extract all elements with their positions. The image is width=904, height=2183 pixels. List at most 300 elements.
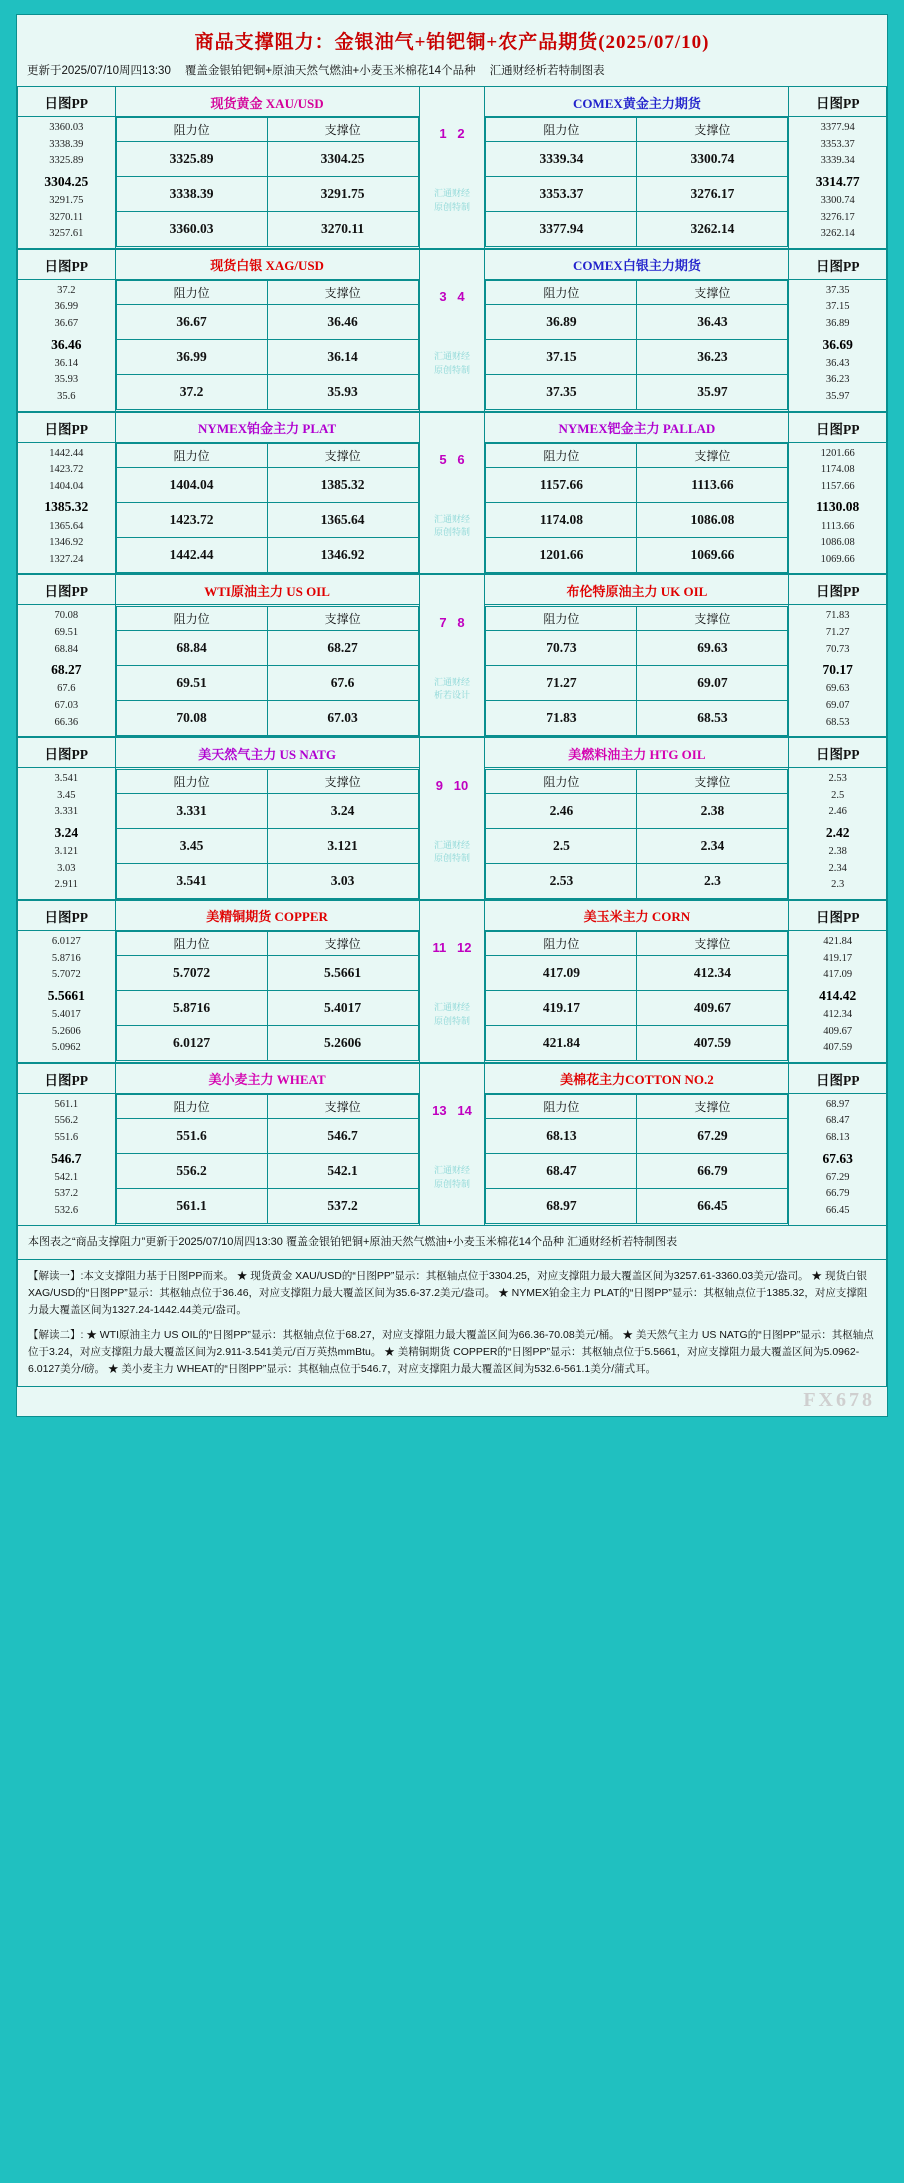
resistance-value: 417.09 <box>486 956 637 991</box>
levels-table <box>116 1094 419 1224</box>
pivot-level-list <box>789 605 886 736</box>
pivot-level: 36.23 <box>825 374 850 386</box>
resistance-value: 419.17 <box>486 991 637 1026</box>
pivot-level: 1327.24 <box>49 553 84 565</box>
resistance-value: 71.83 <box>486 700 637 735</box>
pivot-level: 67.6 <box>57 683 76 695</box>
watermark-line-1: 汇通财经 <box>433 676 470 687</box>
block-index-cell <box>420 446 485 540</box>
block-index-cell <box>420 772 485 866</box>
support-value: 3262.14 <box>637 212 788 247</box>
levels-table-header-row <box>116 281 418 305</box>
levels-table <box>485 443 788 573</box>
table-row <box>116 212 418 247</box>
pivot-point-value: 3304.25 <box>44 173 89 189</box>
block-index-right: 2 <box>457 126 465 142</box>
resistance-header: 阻力位 <box>116 118 267 142</box>
watermark-line-1: 汇通财经 <box>433 188 470 199</box>
table-row <box>116 467 418 502</box>
support-value: 36.43 <box>637 305 788 340</box>
pivot-level: 1404.04 <box>49 480 84 492</box>
instrument-name-right: COMEX白银主力期货 <box>572 258 701 274</box>
resistance-value: 1423.72 <box>116 502 267 537</box>
support-value: 537.2 <box>267 1189 418 1224</box>
block-header-row <box>18 249 887 279</box>
pivot-level: 3291.75 <box>49 195 84 207</box>
levels-table <box>485 931 788 1061</box>
pivot-level: 68.84 <box>54 643 79 655</box>
pivot-level: 69.51 <box>54 626 79 638</box>
table-row <box>486 665 788 700</box>
pp-header-label-left: 日图PP <box>44 584 89 600</box>
table-row <box>116 991 418 1026</box>
table-row <box>486 142 788 177</box>
table-row <box>116 793 418 828</box>
support-header: 支撑位 <box>637 606 788 630</box>
table-row <box>116 1154 418 1189</box>
resistance-value: 3325.89 <box>116 142 267 177</box>
note-2: 【解读二】: ★ WTI原油主力 US OIL的“日图PP”显示：其枢轴点位于68.27，对应支撑阻力最大覆盖区间为66.36-70.08美元/桶。 ★ 美天然气主力 US NATG的“日图PP”显示：其枢轴点位于3.24，对应支撑阻力最大覆盖区间为2.911-3.541美元/百万英热mmBtu。 ★ 美精铜期货 COPPER的“日图PP”显示：其枢轴点位于5.5661，对应支撑阻力最大覆盖区间为5.0962-6.0127美分/磅。 ★ 美小麦主力 WHEAT的“日图PP”显示：其枢轴点位于546.7，对应支撑阻力最大覆盖区间为532.6-561.1美分/蒲式耳。 <box>28 1328 874 1375</box>
chart-sheet <box>16 14 888 1417</box>
support-value: 68.53 <box>637 700 788 735</box>
instrument-block <box>17 574 887 737</box>
resistance-value: 2.5 <box>486 828 637 863</box>
levels-table <box>116 931 419 1061</box>
pivot-level: 412.34 <box>823 1009 853 1021</box>
pivot-point-value: 36.46 <box>51 336 82 352</box>
resistance-header: 阻力位 <box>116 1095 267 1119</box>
block-index-left: 9 <box>435 777 443 793</box>
resistance-value: 3.45 <box>116 828 267 863</box>
pivot-level: 37.35 <box>825 284 850 296</box>
support-value: 409.67 <box>637 991 788 1026</box>
resistance-value: 70.73 <box>486 630 637 665</box>
resistance-value: 37.35 <box>486 375 637 410</box>
table-row <box>116 665 418 700</box>
resistance-value: 70.08 <box>116 700 267 735</box>
pivot-level: 409.67 <box>823 1025 853 1037</box>
instrument-name-right: NYMEX钯金主力 PALLAD <box>558 421 716 437</box>
watermark-text <box>420 1001 485 1028</box>
block-index-left: 5 <box>439 451 447 467</box>
pivot-level: 532.6 <box>54 1205 79 1216</box>
pivot-level-list <box>18 280 115 411</box>
support-header: 支撑位 <box>637 281 788 305</box>
pivot-level: 1113.66 <box>821 520 855 532</box>
support-value: 67.6 <box>267 665 418 700</box>
pp-header-label-right: 日图PP <box>815 96 860 111</box>
resistance-value: 3353.37 <box>486 177 637 212</box>
watermark-line-2: 原创特制 <box>433 1178 470 1189</box>
pivot-level: 36.89 <box>825 317 850 329</box>
levels-table-header-row <box>116 118 418 142</box>
resistance-value: 556.2 <box>116 1154 267 1189</box>
instrument-name-left: 美精铜期货 COPPER <box>206 909 328 925</box>
resistance-value: 37.15 <box>486 340 637 375</box>
table-row <box>486 1154 788 1189</box>
support-header: 支撑位 <box>267 932 418 956</box>
watermark-text <box>420 187 485 214</box>
pivot-level: 36.67 <box>54 317 79 329</box>
table-row <box>116 863 418 898</box>
table-row <box>486 212 788 247</box>
support-value: 2.38 <box>637 793 788 828</box>
pivot-level: 3257.61 <box>49 228 84 240</box>
pivot-level: 36.14 <box>54 357 79 369</box>
pivot-level: 3.331 <box>54 806 79 818</box>
pivot-level: 35.6 <box>57 391 76 403</box>
instrument-name-left: 现货黄金 XAU/USD <box>210 95 324 111</box>
pivot-level-list <box>789 280 886 411</box>
support-value: 36.14 <box>267 340 418 375</box>
block-index-cell <box>420 120 485 214</box>
pivot-level-list <box>18 443 115 574</box>
instrument-name-right: COMEX黄金主力期货 <box>572 95 701 111</box>
pivot-level: 3276.17 <box>820 211 855 223</box>
resistance-value: 1201.66 <box>486 537 637 572</box>
support-header: 支撑位 <box>637 769 788 793</box>
watermark-text <box>420 839 485 866</box>
resistance-value: 36.67 <box>116 305 267 340</box>
support-value: 3304.25 <box>267 142 418 177</box>
pivot-level-list <box>789 443 886 574</box>
support-header: 支撑位 <box>267 1095 418 1119</box>
table-row <box>116 537 418 572</box>
pivot-level-list <box>18 117 115 248</box>
pivot-level-list <box>18 768 115 899</box>
pivot-level: 1346.92 <box>49 537 84 549</box>
instrument-block <box>17 249 887 412</box>
pivot-level: 3.03 <box>57 862 76 874</box>
block-index-cell <box>420 1097 485 1191</box>
support-header: 支撑位 <box>637 932 788 956</box>
resistance-value: 68.13 <box>486 1119 637 1154</box>
support-header: 支撑位 <box>637 118 788 142</box>
support-value: 412.34 <box>637 956 788 991</box>
watermark-line-2: 原创特制 <box>433 853 470 864</box>
support-value: 1365.64 <box>267 502 418 537</box>
table-row <box>486 956 788 991</box>
table-row <box>116 340 418 375</box>
levels-table-header-row <box>486 769 788 793</box>
table-row <box>486 700 788 735</box>
pivot-point-value: 414.42 <box>819 987 857 1003</box>
pivot-level-list <box>18 605 115 736</box>
levels-table-header-row <box>486 443 788 467</box>
support-value: 35.97 <box>637 375 788 410</box>
pivot-level: 68.47 <box>825 1115 850 1127</box>
pivot-level: 1069.66 <box>820 553 855 565</box>
support-value: 1113.66 <box>637 467 788 502</box>
support-header: 支撑位 <box>637 443 788 467</box>
watermark-text <box>420 513 485 540</box>
pivot-point-value: 1130.08 <box>816 499 860 515</box>
resistance-header: 阻力位 <box>116 769 267 793</box>
block-index-left: 7 <box>439 614 447 630</box>
watermark-line-1: 汇通财经 <box>433 351 470 362</box>
subtitle-source: 汇通财经析若特制图表 <box>489 65 605 77</box>
blocks-container <box>17 86 887 1226</box>
support-header: 支撑位 <box>267 769 418 793</box>
resistance-value: 6.0127 <box>116 1026 267 1061</box>
table-row <box>486 305 788 340</box>
block-header-row <box>18 1063 887 1093</box>
instrument-name-left: 美小麦主力 WHEAT <box>208 1072 326 1088</box>
watermark-text <box>420 1164 485 1191</box>
instrument-name-left: WTI原油主力 US OIL <box>204 583 330 599</box>
pivot-level: 3.45 <box>57 789 76 801</box>
subtitle-coverage: 覆盖金银铂钯铜+原油天然气燃油+小麦玉米棉花14个品种 <box>184 65 476 77</box>
resistance-value: 3338.39 <box>116 177 267 212</box>
instrument-name-left: NYMEX铂金主力 PLAT <box>198 421 337 437</box>
subtitle-update-time: 更新于2025/07/10周四13:30 <box>27 65 171 77</box>
table-row <box>116 1189 418 1224</box>
resistance-value: 36.89 <box>486 305 637 340</box>
instrument-block <box>17 1063 887 1226</box>
pivot-level: 35.93 <box>54 374 79 386</box>
watermark-text <box>420 350 485 377</box>
block-index-left: 3 <box>439 289 447 305</box>
resistance-header: 阻力位 <box>486 443 637 467</box>
pivot-level: 1157.66 <box>820 480 855 492</box>
support-value: 36.23 <box>637 340 788 375</box>
levels-table-header-row <box>116 932 418 956</box>
footnote: 本图表之“商品支撑阻力”更新于2025/07/10周四13:30 覆盖金银铂钯铜+原油天然气燃油+小麦玉米棉花14个品种 汇通财经析若特制图表 <box>17 1226 887 1260</box>
block-header-row <box>18 412 887 442</box>
levels-table-header-row <box>116 606 418 630</box>
levels-table <box>485 1094 788 1224</box>
pp-header-label-left: 日图PP <box>44 1072 89 1088</box>
pivot-level: 6.0127 <box>51 935 81 947</box>
table-row <box>116 1026 418 1061</box>
support-value: 3276.17 <box>637 177 788 212</box>
table-row <box>486 630 788 665</box>
pivot-level: 2.911 <box>54 879 78 891</box>
pivot-level: 1201.66 <box>820 447 855 459</box>
pivot-level: 1174.08 <box>820 464 855 476</box>
pivot-point-value: 68.27 <box>51 662 82 678</box>
resistance-value: 69.51 <box>116 665 267 700</box>
table-row <box>486 502 788 537</box>
resistance-header: 阻力位 <box>486 281 637 305</box>
pivot-level: 1442.44 <box>49 447 84 459</box>
block-index-right: 14 <box>457 1103 472 1119</box>
pp-header-label-right: 日图PP <box>815 258 860 274</box>
block-header-row <box>18 575 887 605</box>
pivot-level: 3.121 <box>54 846 79 858</box>
table-row <box>486 467 788 502</box>
pivot-level: 37.2 <box>57 284 76 296</box>
pivot-level: 70.08 <box>54 610 79 622</box>
support-value: 67.29 <box>637 1119 788 1154</box>
pp-header-label-left: 日图PP <box>44 96 89 111</box>
watermark-line-2: 原创特制 <box>433 201 470 212</box>
resistance-value: 68.84 <box>116 630 267 665</box>
pivot-level: 556.2 <box>54 1115 79 1127</box>
pivot-level: 36.99 <box>54 301 79 313</box>
resistance-value: 3377.94 <box>486 212 637 247</box>
pp-header-label-right: 日图PP <box>815 421 860 437</box>
pivot-level-list <box>789 768 886 899</box>
instrument-name-right: 美棉花主力COTTON NO.2 <box>560 1072 714 1088</box>
pp-header-label-left: 日图PP <box>44 421 89 437</box>
support-value: 542.1 <box>267 1154 418 1189</box>
instrument-name-right: 美玉米主力 CORN <box>583 909 691 925</box>
support-value: 3.121 <box>267 828 418 863</box>
instrument-block <box>17 737 887 900</box>
support-value: 69.07 <box>637 665 788 700</box>
support-value: 66.45 <box>637 1189 788 1224</box>
support-header: 支撑位 <box>267 443 418 467</box>
pivot-point-value: 3314.77 <box>815 173 860 189</box>
pivot-level: 2.5 <box>831 789 845 801</box>
pivot-level: 71.27 <box>825 626 850 638</box>
pivot-level: 5.7072 <box>51 969 81 981</box>
table-row <box>486 537 788 572</box>
pivot-point-value: 67.63 <box>822 1150 853 1166</box>
pivot-level: 71.83 <box>825 610 850 622</box>
resistance-value: 3.331 <box>116 793 267 828</box>
resistance-value: 5.8716 <box>116 991 267 1026</box>
pivot-level: 66.45 <box>825 1205 850 1216</box>
instrument-name-right: 美燃料油主力 HTG OIL <box>568 746 706 762</box>
table-row <box>116 700 418 735</box>
resistance-header: 阻力位 <box>486 606 637 630</box>
watermark-line-2: 析若设计 <box>433 690 470 701</box>
watermark-line-1: 汇通财经 <box>433 839 470 850</box>
pivot-level: 67.03 <box>54 700 79 712</box>
resistance-header: 阻力位 <box>486 118 637 142</box>
table-row <box>116 375 418 410</box>
instrument-block <box>17 900 887 1063</box>
levels-table <box>116 280 419 410</box>
pivot-level: 68.97 <box>825 1098 850 1110</box>
pivot-level: 67.29 <box>825 1171 850 1183</box>
support-value: 66.79 <box>637 1154 788 1189</box>
pivot-level: 561.1 <box>54 1098 79 1110</box>
pivot-level: 3353.37 <box>820 138 855 150</box>
support-value: 407.59 <box>637 1026 788 1061</box>
resistance-value: 2.46 <box>486 793 637 828</box>
pp-header-label-left: 日图PP <box>44 909 89 925</box>
pp-header-label-right: 日图PP <box>815 584 860 600</box>
block-index-cell <box>420 934 485 1028</box>
support-value: 2.3 <box>637 863 788 898</box>
support-value: 68.27 <box>267 630 418 665</box>
pivot-level: 2.34 <box>828 862 847 874</box>
support-value: 546.7 <box>267 1119 418 1154</box>
resistance-value: 551.6 <box>116 1119 267 1154</box>
table-row <box>116 502 418 537</box>
levels-table-header-row <box>116 1095 418 1119</box>
pivot-level: 5.8716 <box>51 952 81 964</box>
watermark-line-2: 原创特制 <box>433 364 470 375</box>
pivot-level-list <box>789 117 886 248</box>
support-value: 5.5661 <box>267 956 418 991</box>
table-row <box>486 1026 788 1061</box>
support-header: 支撑位 <box>267 606 418 630</box>
page-title: 商品支撑阻力：金银油气+铂钯铜+农产品期货(2025/07/10) <box>17 15 887 60</box>
resistance-value: 1174.08 <box>486 502 637 537</box>
pivot-level-list <box>18 931 115 1062</box>
block-index-right: 4 <box>457 289 465 305</box>
table-row <box>486 1119 788 1154</box>
support-header: 支撑位 <box>267 118 418 142</box>
pivot-level: 542.1 <box>54 1171 79 1183</box>
watermark-line-2: 原创特制 <box>433 527 470 538</box>
support-value: 5.2606 <box>267 1026 418 1061</box>
watermark-line-1: 汇通财经 <box>433 1165 470 1176</box>
pivot-level: 419.17 <box>823 952 853 964</box>
support-header: 支撑位 <box>267 281 418 305</box>
block-index-right: 12 <box>457 940 472 956</box>
support-value: 1385.32 <box>267 467 418 502</box>
table-row <box>486 177 788 212</box>
levels-table <box>485 606 788 736</box>
support-value: 1086.08 <box>637 502 788 537</box>
table-row <box>116 630 418 665</box>
resistance-header: 阻力位 <box>486 932 637 956</box>
resistance-value: 2.53 <box>486 863 637 898</box>
pivot-point-value: 1385.32 <box>44 499 89 515</box>
resistance-value: 1442.44 <box>116 537 267 572</box>
pivot-level: 66.79 <box>825 1188 850 1200</box>
resistance-value: 561.1 <box>116 1189 267 1224</box>
pivot-level: 3300.74 <box>820 195 855 207</box>
instrument-name-right: 布伦特原油主力 UK OIL <box>566 583 708 599</box>
resistance-header: 阻力位 <box>116 932 267 956</box>
pivot-level: 3360.03 <box>49 122 84 133</box>
pivot-level: 1365.64 <box>49 520 84 532</box>
table-row <box>116 828 418 863</box>
pp-header-label-right: 日图PP <box>815 909 860 925</box>
instrument-block <box>17 86 887 249</box>
table-row <box>486 375 788 410</box>
table-row <box>486 828 788 863</box>
pivot-level: 3325.89 <box>49 155 84 167</box>
resistance-header: 阻力位 <box>116 443 267 467</box>
support-value: 3.03 <box>267 863 418 898</box>
pivot-level: 421.84 <box>823 935 853 947</box>
resistance-value: 37.2 <box>116 375 267 410</box>
table-row <box>486 793 788 828</box>
pivot-level: 3377.94 <box>820 122 855 133</box>
support-header: 支撑位 <box>637 1095 788 1119</box>
table-row <box>116 1119 418 1154</box>
block-index-cell <box>420 283 485 377</box>
pivot-level: 2.38 <box>828 846 847 858</box>
pivot-point-value: 36.69 <box>822 336 853 352</box>
pivot-level: 537.2 <box>54 1188 79 1200</box>
instrument-name-left: 美天然气主力 US NATG <box>198 746 336 762</box>
resistance-value: 1157.66 <box>486 467 637 502</box>
levels-table <box>116 769 419 899</box>
pivot-level: 1086.08 <box>820 537 855 549</box>
resistance-value: 3.541 <box>116 863 267 898</box>
resistance-value: 421.84 <box>486 1026 637 1061</box>
support-value: 5.4017 <box>267 991 418 1026</box>
table-row <box>486 863 788 898</box>
pivot-level: 36.43 <box>825 357 850 369</box>
pivot-level: 68.13 <box>825 1131 850 1143</box>
levels-table <box>116 606 419 736</box>
support-value: 3270.11 <box>267 212 418 247</box>
resistance-value: 68.97 <box>486 1189 637 1224</box>
pivot-level: 68.53 <box>825 716 850 728</box>
levels-table-header-row <box>486 1095 788 1119</box>
resistance-header: 阻力位 <box>486 1095 637 1119</box>
support-value: 3291.75 <box>267 177 418 212</box>
